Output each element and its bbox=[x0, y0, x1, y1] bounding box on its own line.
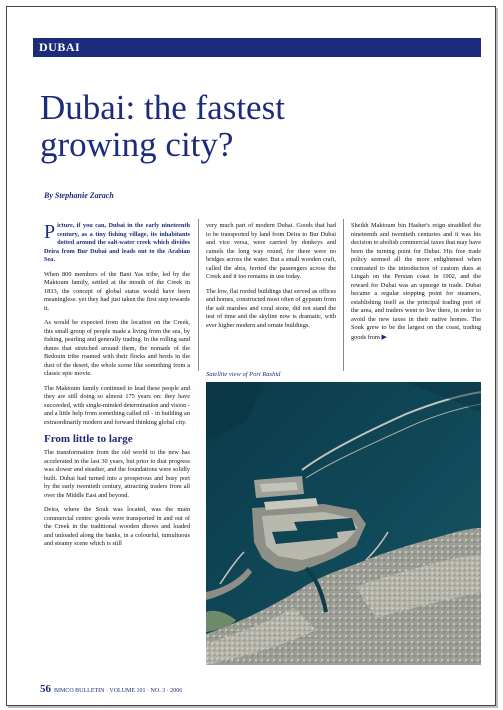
title-line-1: Dubai: the fastest bbox=[40, 88, 285, 127]
lead-text: icture, if you can, Dubai in the early nineteenth century, as a tiny fishing village, its inhabitants dotted around the salt-water creek which divides Deira from Bur Dubai and leads out to the Arabian Sea. bbox=[44, 222, 190, 263]
publication-info: BIMCO BULLETIN · VOLUME 101 · NO. 3 · 2006 bbox=[54, 688, 183, 694]
paragraph: The transformation from the old world to the new has accelerated in the last 30 years, but prior to that progress was slower and steadier, and the foundations were solidly built. Dubai had turned into a prosperous and busy port by the early twentieth century, attracting traders from all over the Middle East and beyond. bbox=[44, 449, 190, 499]
drop-cap: P bbox=[44, 221, 56, 243]
section-banner bbox=[33, 38, 481, 57]
paragraph: The low, flat roofed buildings that served as offices and homes, constructed most often of gypsum from the salt marshes and coral stone, did not stand the test of time and the skyline now is dramatic, with ever higher modern and ornate buildings. bbox=[206, 287, 336, 329]
page-number: 56 bbox=[40, 683, 51, 695]
column-divider bbox=[343, 219, 344, 371]
section-label: DUBAI bbox=[39, 40, 81, 54]
byline: By Stephanie Zarach bbox=[44, 191, 114, 200]
paragraph: When 800 members of the Bani Yas tribe, led by the Maktoum family, settled at the mouth of the Creek in 1833, the concept of global status would have been meaningless: yet they had just taken the first step towards it. bbox=[44, 270, 190, 312]
column-2 bbox=[206, 222, 336, 336]
photo-caption: Satellite view of Port Rashid bbox=[206, 371, 281, 378]
paragraph: The Maktoum family continued to lead these people and they are still doing so almost 175 years on: they have succeeded, with single-minded determination and vision - and a little help from something called oil - in building an extraordinarily modern and forward thinking global city. bbox=[44, 384, 190, 426]
column-3 bbox=[351, 222, 481, 348]
lead-paragraph bbox=[44, 222, 190, 265]
column-divider bbox=[198, 219, 199, 371]
satellite-image bbox=[206, 382, 481, 665]
subheading: From little to large bbox=[44, 433, 133, 445]
continue-arrow-icon: ▶ bbox=[381, 332, 387, 341]
title-line-2: growing city? bbox=[40, 125, 234, 164]
paragraph: As would be expected from the location on the Creek, this small group of people made a living from the sea, by fishing, pearling and generally trading. In the rolling sand dunes that stretched around them, the nomads of the Bedouin tribe roamed with their flocks and herds in the dust of the desert, the whole scene like something from a classic epic movie. bbox=[44, 319, 190, 377]
paragraph-text: Sheikh Maktoum bin Hasher's reign straddled the nineteenth and twentieth centuries and it was his decision to abolish commercial taxes that may have been the turning point for Dubai. His free trade policy seemed all the more enlightened when contrasted to the introduction of custom dues at Lingah on the Persian coast in 1902, and the reward for Dubai was an upsurge in trade. Dubai became a regular stopping point for steamers, establishing itself as the principal trading port of the area, and traders went to live there, in order to avoid the new taxes in their native homes. The Souk grew to be the largest on the coast, trading goods from bbox=[351, 222, 481, 341]
satellite-photo bbox=[206, 382, 481, 665]
column-1 bbox=[44, 222, 190, 555]
paragraph: Deira, where the Souk was located, was the main commercial centre: goods were transported in and out of the Creek in the traditional wooden dhows and loaded and unloaded along the banks, in a colourful, tumultuous and steamy scene which is still bbox=[44, 506, 190, 547]
page-footer bbox=[40, 683, 182, 695]
article-title bbox=[40, 89, 460, 163]
paragraph: very much part of modern Dubai. Goods that had to be transported by land from Deira to Bur Dubai and vice versa, were carried by donkeys and camels the long way round, for there were no bridges across the water. But a small wooden craft, called the abra, ferried the passengers across the Creek and it too remains in use today. bbox=[206, 222, 336, 280]
magazine-page bbox=[6, 6, 496, 706]
paragraph bbox=[351, 222, 481, 342]
